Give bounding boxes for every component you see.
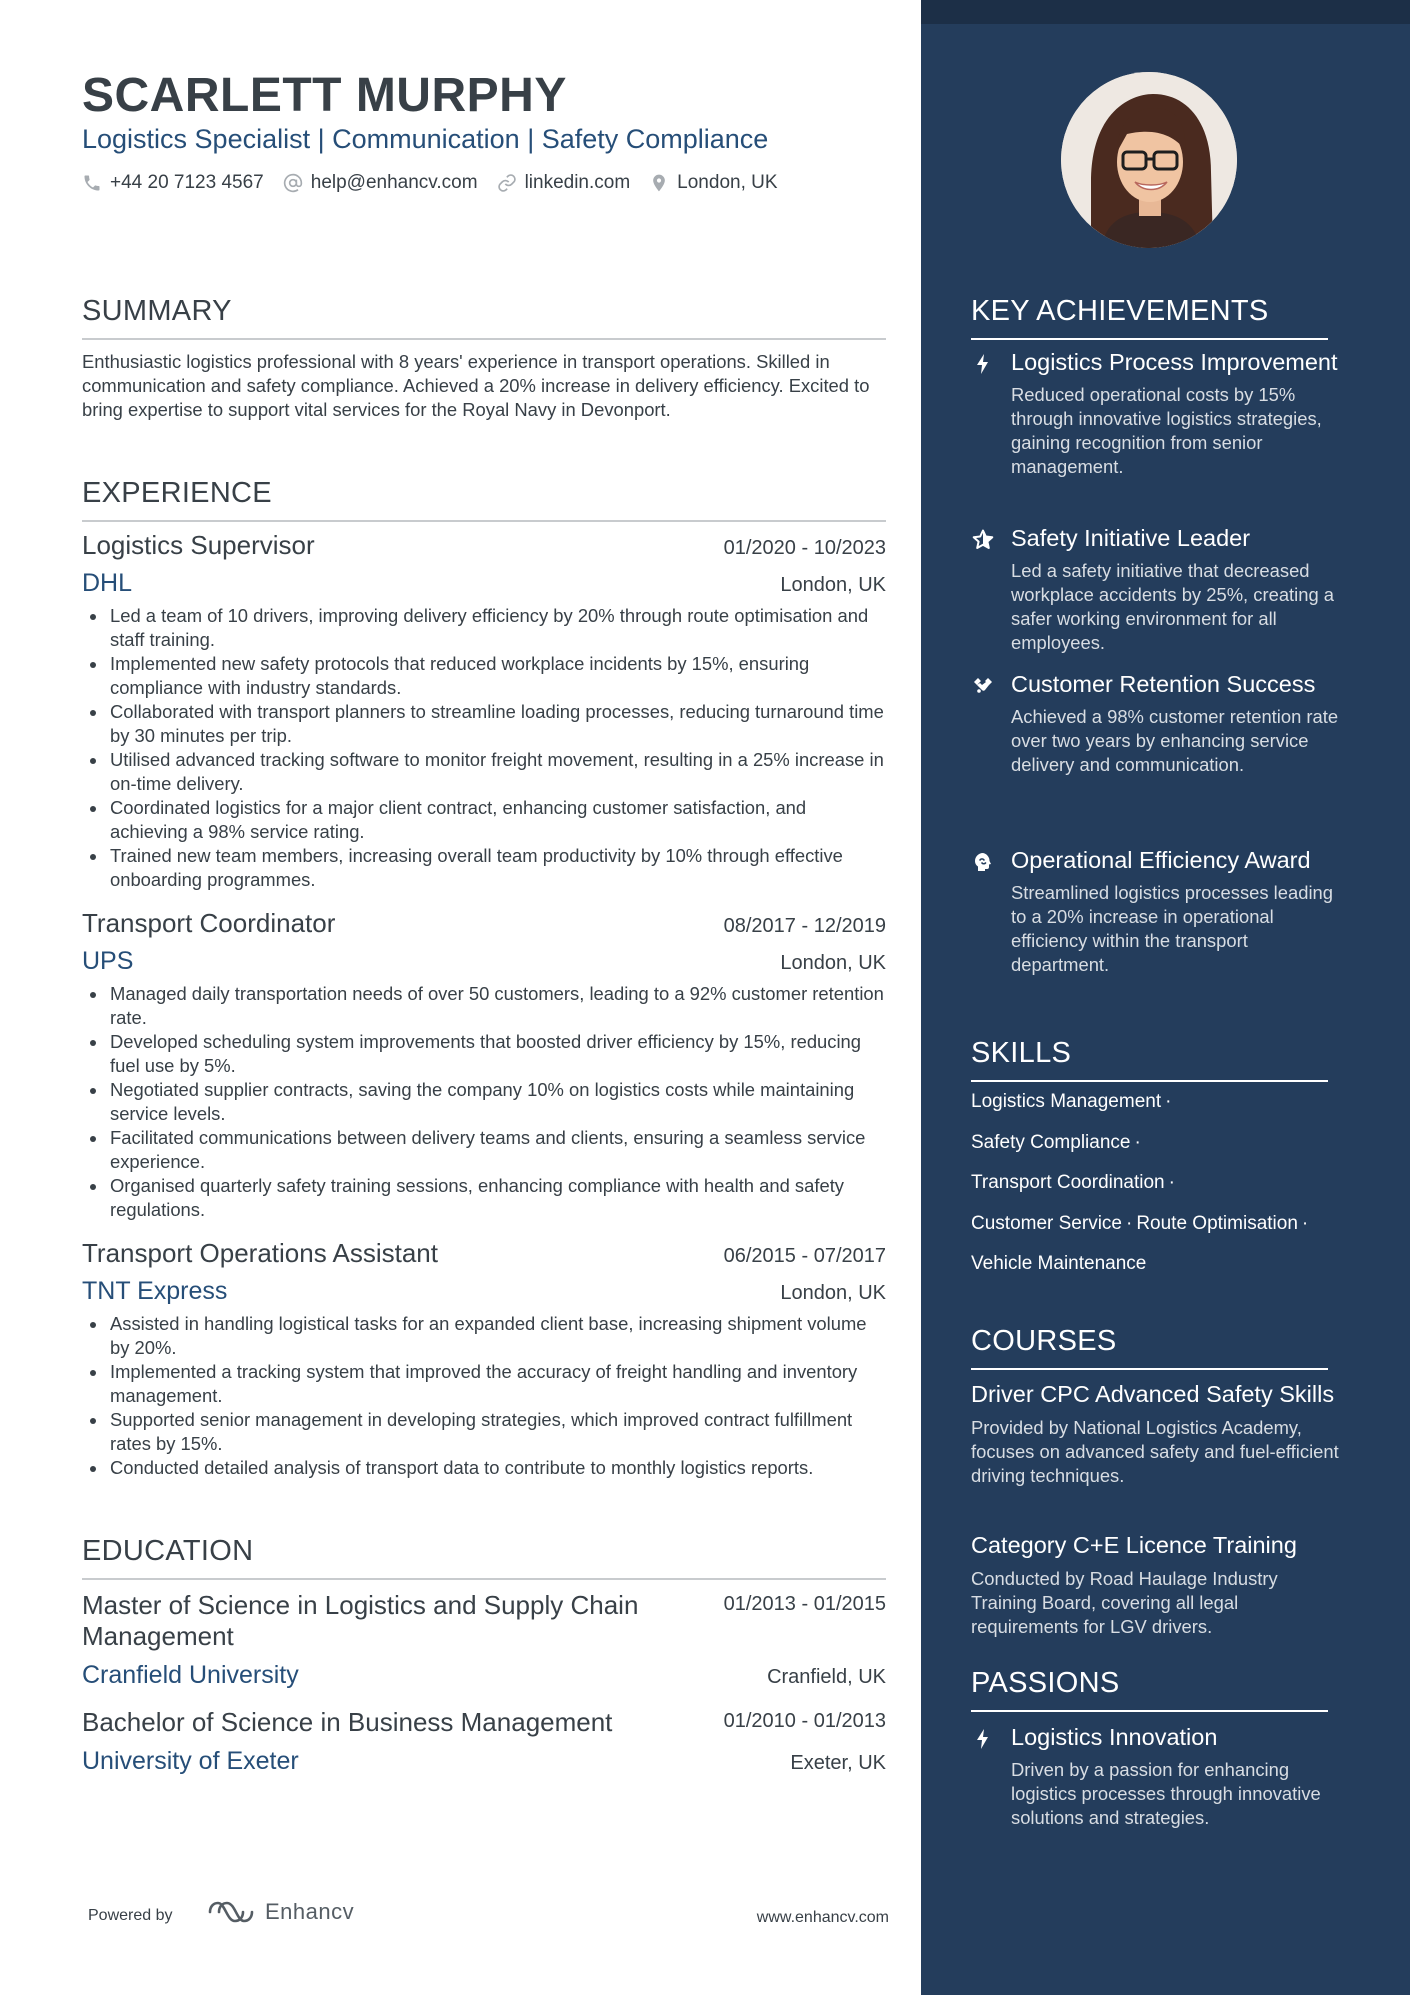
- degree-title: Bachelor of Science in Business Management: [82, 1707, 613, 1737]
- education-dates: 01/2010 - 01/2013: [723, 1710, 886, 1732]
- candidate-name: SCARLETT MURPHY: [82, 69, 567, 122]
- skill-separator: ·: [1134, 1131, 1141, 1153]
- job-entry: [82, 530, 886, 892]
- bullet-item: Coordinated logistics for a major client contract, enhancing customer satisfaction, and achieving a 98% service rating.: [82, 796, 886, 844]
- skills-heading: SKILLS: [971, 1038, 1328, 1082]
- course-item: [971, 1531, 1341, 1639]
- bullet-item: Developed scheduling system improvements that boosted driver efficiency by 15%, reducing fuel use by 5%.: [82, 1030, 886, 1078]
- achievement-desc: Achieved a 98% customer retention rate over two years by enhancing service delivery and communication.: [1011, 706, 1339, 775]
- school-location: Cranfield, UK: [767, 1666, 886, 1688]
- job-entry: [82, 1238, 886, 1480]
- enhancv-logo-icon: [206, 1897, 256, 1927]
- passions-heading: PASSIONS: [971, 1668, 1328, 1712]
- job-title: Logistics Supervisor: [82, 530, 315, 560]
- achievement-item: [971, 670, 1351, 777]
- job-entry: [82, 908, 886, 1222]
- achievement-item: [971, 348, 1351, 479]
- education-entry: [82, 1707, 886, 1776]
- avatar: [1061, 72, 1237, 248]
- powered-by-label: Powered by: [88, 1907, 173, 1924]
- bullet-item: Managed daily transportation needs of over 50 customers, leading to a 92% customer retention rate.: [82, 982, 886, 1030]
- achievement-desc: Led a safety initiative that decreased workplace accidents by 25%, creating a safer working environment for all employees.: [1011, 560, 1335, 653]
- email-text: help@enhancv.com: [310, 172, 478, 193]
- job-company: DHL: [82, 569, 133, 598]
- job-title: Transport Operations Assistant: [82, 1238, 438, 1268]
- course-desc: Provided by National Logistics Academy, focuses on advanced safety and fuel-efficient driving techniques.: [971, 1417, 1339, 1486]
- link-icon: [497, 173, 517, 193]
- phone-icon: [82, 173, 102, 193]
- achievement-item: [971, 846, 1351, 977]
- bullet-item: Conducted detailed analysis of transport data to contribute to monthly logistics reports.: [82, 1456, 886, 1480]
- phone-text: +44 20 7123 4567: [110, 172, 264, 193]
- skill-item: Transport Coordination: [971, 1172, 1165, 1193]
- skill-separator: ·: [1168, 1172, 1175, 1193]
- achievement-desc: Reduced operational costs by 15% through innovative logistics strategies, gaining recognition from senior management.: [1011, 384, 1322, 477]
- education-entry: [82, 1590, 886, 1690]
- skill-item: Logistics Management: [971, 1091, 1162, 1112]
- lightning-icon: [971, 1727, 995, 1751]
- course-item: [971, 1380, 1341, 1488]
- contact-email[interactable]: [283, 172, 478, 194]
- summary-text: Enthusiastic logistics professional with 8 years' experience in transport operations. Skilled in communication and safety compliance. Achieved a 20% increase in delivery efficiency. Excited to bring expertise to support vital services for the Royal Navy in Devonport.: [82, 351, 870, 420]
- sidebar: [921, 0, 1410, 1995]
- brain-icon: [971, 850, 995, 874]
- bullet-item: Collaborated with transport planners to streamline loading processes, reducing turnaround time by 30 minutes per trip.: [82, 700, 886, 748]
- contact-location: [649, 172, 777, 194]
- candidate-headline: Logistics Specialist | Communication | Safety Compliance: [82, 124, 769, 154]
- linkedin-text: linkedin.com: [524, 172, 631, 193]
- bullet-item: Implemented new safety protocols that reduced workplace incidents by 15%, ensuring compliance with industry standards.: [82, 652, 886, 700]
- courses-heading: COURSES: [971, 1326, 1328, 1370]
- bullet-item: Negotiated supplier contracts, saving the company 10% on logistics costs while maintaining service levels.: [82, 1078, 886, 1126]
- achievement-title: Safety Initiative Leader: [1011, 525, 1251, 551]
- skill-item: Route Optimisation: [1136, 1212, 1298, 1234]
- achievement-title: Logistics Process Improvement: [1011, 349, 1338, 375]
- at-icon: [283, 173, 303, 193]
- bullet-item: Organised quarterly safety training sessions, enhancing compliance with health and safety regulations.: [82, 1174, 886, 1222]
- job-company: UPS: [82, 947, 134, 976]
- job-bullets: [82, 982, 886, 1222]
- course-title: Driver CPC Advanced Safety Skills: [971, 1381, 1335, 1407]
- course-title: Category C+E Licence Training: [971, 1532, 1297, 1558]
- skill-separator: ·: [1165, 1091, 1172, 1112]
- contact-phone[interactable]: [82, 172, 264, 194]
- bullet-item: Utilised advanced tracking software to monitor freight movement, resulting in a 25% increase in on-time delivery.: [82, 748, 886, 796]
- school-name: Cranfield University: [82, 1661, 299, 1689]
- bullet-item: Assisted in handling logistical tasks for an expanded client base, increasing shipment volume by 20%.: [82, 1312, 886, 1360]
- course-desc: Conducted by Road Haulage Industry Training Board, covering all legal requirements for LGV drivers.: [971, 1568, 1278, 1637]
- skill-item: Customer Service: [971, 1212, 1122, 1234]
- bullet-item: Supported senior management in developing strategies, which improved contract fulfillment rates by 15%.: [82, 1408, 886, 1456]
- location-pin-icon: [649, 173, 669, 193]
- lightning-icon: [971, 352, 995, 376]
- handshake-icon: [971, 674, 995, 698]
- skill-item: Safety Compliance: [971, 1131, 1131, 1153]
- education-dates: 01/2013 - 01/2015: [723, 1593, 886, 1615]
- school-name: University of Exeter: [82, 1747, 299, 1775]
- passion-title: Logistics Innovation: [1011, 1724, 1218, 1750]
- brand-name: Enhancv: [265, 1899, 355, 1924]
- job-location: London, UK: [780, 952, 886, 975]
- education-heading: EDUCATION: [82, 1536, 886, 1580]
- location-text: London, UK: [677, 172, 778, 193]
- job-dates: 01/2020 - 10/2023: [723, 537, 886, 559]
- passion-desc: Driven by a passion for enhancing logistics processes through innovative solutions and strategies.: [1011, 1759, 1321, 1828]
- bullet-item: Trained new team members, increasing overall team productivity by 10% through effective onboarding programmes.: [82, 844, 886, 892]
- achievement-desc: Streamlined logistics processes leading to a 20% increase in operational efficiency within the transport department.: [1011, 882, 1333, 975]
- skills-list: [971, 1090, 1341, 1293]
- bullet-item: Facilitated communications between delivery teams and clients, ensuring a seamless service experience.: [82, 1126, 886, 1174]
- bullet-item: Implemented a tracking system that improved the accuracy of freight handling and inventory management.: [82, 1360, 886, 1408]
- summary-heading: SUMMARY: [82, 296, 886, 340]
- contact-linkedin[interactable]: [497, 172, 631, 194]
- achievement-title: Customer Retention Success: [1011, 671, 1316, 697]
- job-dates: 08/2017 - 12/2019: [723, 915, 886, 937]
- skill-separator: ·: [1301, 1212, 1309, 1234]
- contact-bar: [82, 172, 797, 194]
- job-location: London, UK: [780, 1282, 886, 1305]
- job-bullets: [82, 1312, 886, 1480]
- job-dates: 06/2015 - 07/2017: [723, 1245, 886, 1267]
- achievement-title: Operational Efficiency Award: [1011, 847, 1311, 873]
- achievement-item: [971, 524, 1351, 655]
- footer-url[interactable]: www.enhancv.com: [756, 1909, 889, 1926]
- job-location: London, UK: [780, 574, 886, 597]
- job-title: Transport Coordinator: [82, 908, 336, 938]
- bullet-item: Led a team of 10 drivers, improving delivery efficiency by 20% through route optimisation and staff training.: [82, 604, 886, 652]
- passion-item: [971, 1723, 1351, 1830]
- job-company: TNT Express: [82, 1277, 228, 1306]
- achievements-heading: KEY ACHIEVEMENTS: [971, 296, 1328, 340]
- degree-title: Master of Science in Logistics and Supply Chain Management: [82, 1590, 639, 1651]
- star-icon: [971, 528, 995, 552]
- job-bullets: [82, 604, 886, 892]
- profile-photo-icon: [1061, 72, 1237, 248]
- skill-item: Vehicle Maintenance: [971, 1253, 1147, 1274]
- sidebar-top-bar: [921, 0, 1410, 24]
- experience-heading: EXPERIENCE: [82, 478, 886, 522]
- skill-separator: ·: [1126, 1212, 1133, 1234]
- enhancv-logo[interactable]: [206, 1897, 354, 1927]
- school-location: Exeter, UK: [790, 1752, 886, 1774]
